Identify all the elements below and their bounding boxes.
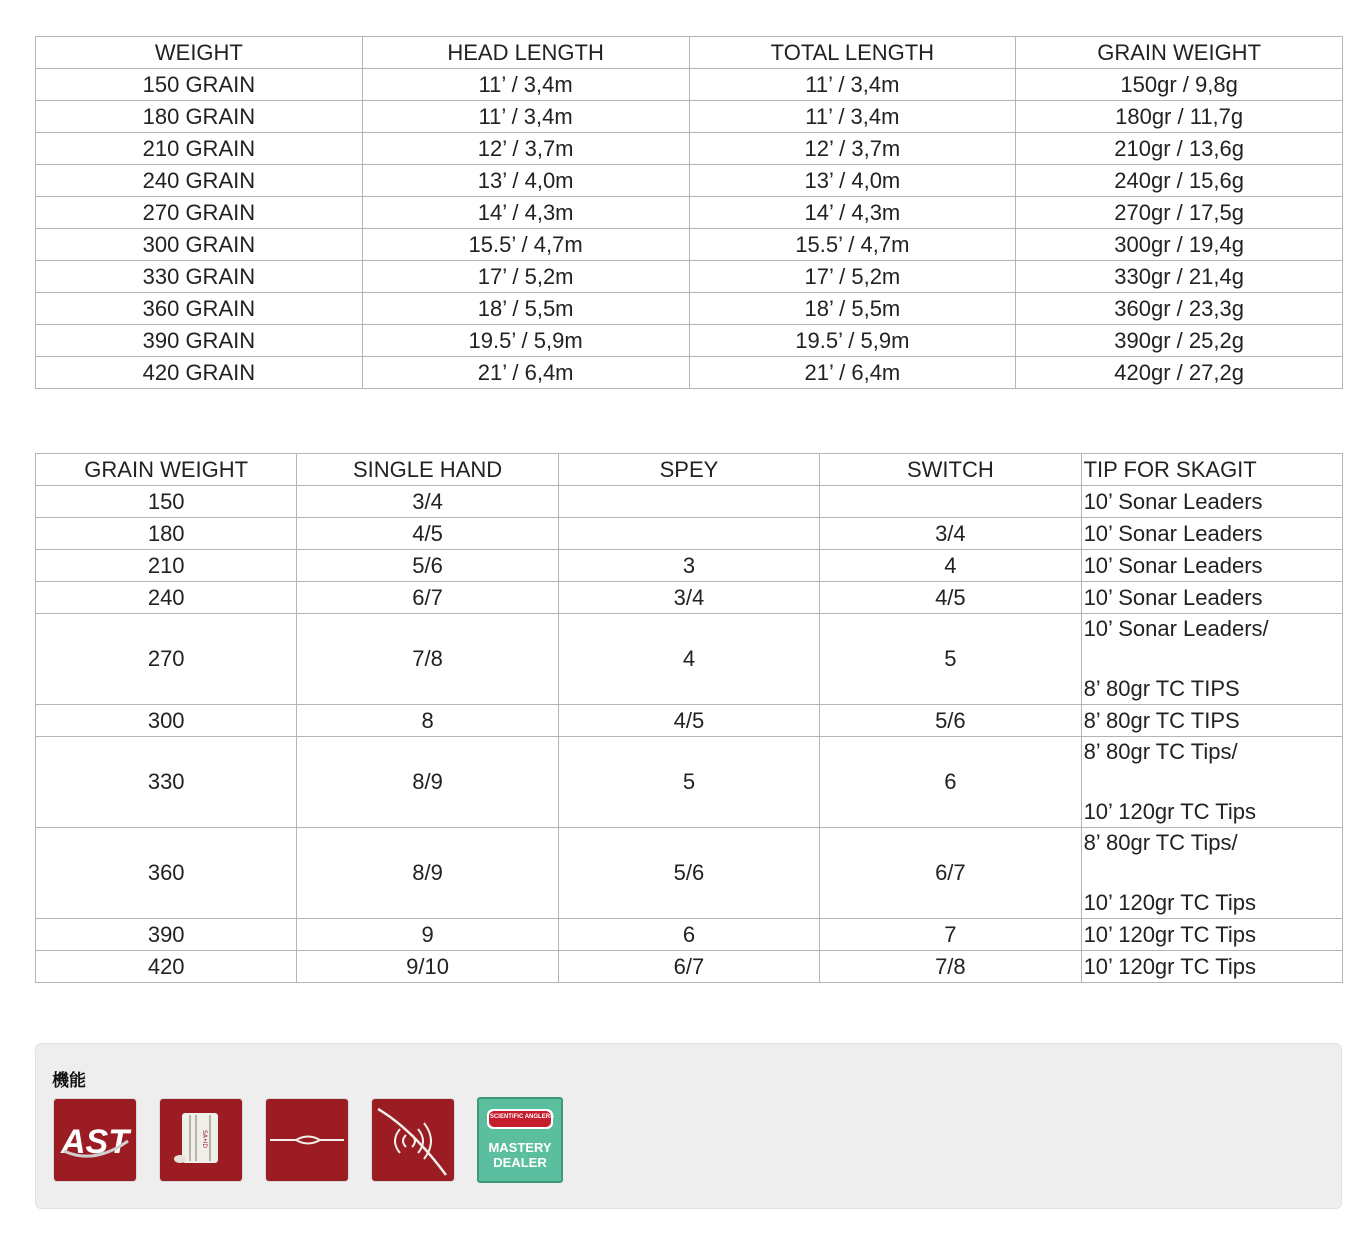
table-row bbox=[36, 550, 1343, 582]
table-row bbox=[36, 261, 1343, 293]
cell-tip-for-skagit bbox=[1081, 828, 1342, 919]
ast-label: AST bbox=[61, 1123, 129, 1161]
column-header-grain-weight: GRAIN WEIGHT bbox=[1016, 37, 1343, 69]
tip-line: 10’ Sonar Leaders bbox=[1083, 488, 1263, 514]
cell-single-hand: 8/9 bbox=[297, 828, 558, 919]
cell-switch: 7/8 bbox=[820, 951, 1081, 983]
cell-spey: 6 bbox=[558, 919, 819, 951]
column-header-single-hand: SINGLE HAND bbox=[297, 454, 558, 486]
mastery-line1: MASTERY bbox=[488, 1140, 552, 1155]
table-row bbox=[36, 919, 1343, 951]
cell-grain-weight: 360gr / 23,3g bbox=[1016, 293, 1343, 325]
cell-spey: 3 bbox=[558, 550, 819, 582]
cell-total-length: 18’ / 5,5m bbox=[689, 293, 1016, 325]
mastery-brand: SCIENTIFIC ANGLERS bbox=[489, 1114, 555, 1120]
cell-head-length: 11’ / 3,4m bbox=[362, 101, 689, 133]
cell-tip-for-skagit bbox=[1081, 486, 1342, 518]
table-row bbox=[36, 197, 1343, 229]
cell-grain-weight: 420 bbox=[36, 951, 297, 983]
mastery-dealer-icon[interactable] bbox=[477, 1097, 563, 1183]
said-icon[interactable] bbox=[160, 1099, 242, 1181]
column-header-spey: SPEY bbox=[558, 454, 819, 486]
column-header-tip-for-skagit: TIP FOR SKAGIT bbox=[1081, 454, 1342, 486]
cell-head-length: 18’ / 5,5m bbox=[362, 293, 689, 325]
cell-spey: 6/7 bbox=[558, 951, 819, 983]
cell-head-length: 17’ / 5,2m bbox=[362, 261, 689, 293]
cell-grain-weight: 270 bbox=[36, 614, 297, 705]
cell-grain-weight: 330gr / 21,4g bbox=[1016, 261, 1343, 293]
cell-tip-for-skagit bbox=[1081, 737, 1342, 828]
cell-grain-weight: 390 bbox=[36, 919, 297, 951]
cell-spey: 4 bbox=[558, 614, 819, 705]
table-header-row bbox=[36, 37, 1343, 69]
cell-head-length: 21’ / 6,4m bbox=[362, 357, 689, 389]
cell-total-length: 13’ / 4,0m bbox=[689, 165, 1016, 197]
column-header-head-length: HEAD LENGTH bbox=[362, 37, 689, 69]
tip-line: 10’ 120gr TC Tips bbox=[1083, 890, 1256, 915]
cell-single-hand: 6/7 bbox=[297, 582, 558, 614]
cell-total-length: 21’ / 6,4m bbox=[689, 357, 1016, 389]
cell-head-length: 12’ / 3,7m bbox=[362, 133, 689, 165]
cell-tip-for-skagit bbox=[1081, 614, 1342, 705]
column-header-weight: WEIGHT bbox=[36, 37, 363, 69]
cell-switch: 6/7 bbox=[820, 828, 1081, 919]
tip-line: 10’ Sonar Leaders bbox=[1083, 552, 1263, 578]
table-row bbox=[36, 486, 1343, 518]
cell-spey: 5/6 bbox=[558, 828, 819, 919]
cell-weight: 180 GRAIN bbox=[36, 101, 363, 133]
cell-total-length: 11’ / 3,4m bbox=[689, 69, 1016, 101]
cell-weight: 210 GRAIN bbox=[36, 133, 363, 165]
tip-line: 8’ 80gr TC TIPS bbox=[1083, 676, 1240, 701]
cell-switch: 4/5 bbox=[820, 582, 1081, 614]
cell-grain-weight: 300gr / 19,4g bbox=[1016, 229, 1343, 261]
tip-line: 10’ 120gr TC Tips bbox=[1083, 953, 1256, 979]
cell-total-length: 12’ / 3,7m bbox=[689, 133, 1016, 165]
cell-weight: 420 GRAIN bbox=[36, 357, 363, 389]
cell-grain-weight: 150 bbox=[36, 486, 297, 518]
cell-head-length: 11’ / 3,4m bbox=[362, 69, 689, 101]
table-row bbox=[36, 705, 1343, 737]
cell-switch: 7 bbox=[820, 919, 1081, 951]
table-header-row bbox=[36, 454, 1343, 486]
tip-line: 10’ Sonar Leaders bbox=[1083, 520, 1263, 546]
table-row bbox=[36, 101, 1343, 133]
tip-line: 10’ Sonar Leaders/ bbox=[1083, 616, 1269, 641]
cell-grain-weight: 270gr / 17,5g bbox=[1016, 197, 1343, 229]
cell-weight: 300 GRAIN bbox=[36, 229, 363, 261]
cell-weight: 390 GRAIN bbox=[36, 325, 363, 357]
cell-tip-for-skagit bbox=[1081, 919, 1342, 951]
cell-weight: 330 GRAIN bbox=[36, 261, 363, 293]
cell-tip-for-skagit bbox=[1081, 705, 1342, 737]
table-row bbox=[36, 229, 1343, 261]
column-header-grain-weight: GRAIN WEIGHT bbox=[36, 454, 297, 486]
said-label: SA•ID bbox=[201, 1130, 208, 1148]
cell-single-hand: 3/4 bbox=[297, 486, 558, 518]
cell-grain-weight: 150gr / 9,8g bbox=[1016, 69, 1343, 101]
cell-grain-weight: 330 bbox=[36, 737, 297, 828]
sound-waves-icon[interactable] bbox=[372, 1099, 454, 1181]
cell-total-length: 14’ / 4,3m bbox=[689, 197, 1016, 229]
cell-switch: 5/6 bbox=[820, 705, 1081, 737]
table-row bbox=[36, 69, 1343, 101]
cell-grain-weight: 180gr / 11,7g bbox=[1016, 101, 1343, 133]
table-row bbox=[36, 737, 1343, 828]
cell-single-hand: 9/10 bbox=[297, 951, 558, 983]
cell-total-length: 15.5’ / 4,7m bbox=[689, 229, 1016, 261]
rod-match-table bbox=[35, 453, 1343, 983]
cell-single-hand: 5/6 bbox=[297, 550, 558, 582]
cell-total-length: 17’ / 5,2m bbox=[689, 261, 1016, 293]
table-row bbox=[36, 951, 1343, 983]
cell-spey: 4/5 bbox=[558, 705, 819, 737]
cell-head-length: 15.5’ / 4,7m bbox=[362, 229, 689, 261]
column-header-switch: SWITCH bbox=[820, 454, 1081, 486]
table-row bbox=[36, 133, 1343, 165]
cell-head-length: 13’ / 4,0m bbox=[362, 165, 689, 197]
table-row bbox=[36, 614, 1343, 705]
cell-grain-weight: 210 bbox=[36, 550, 297, 582]
cell-switch bbox=[820, 486, 1081, 518]
cell-grain-weight: 240gr / 15,6g bbox=[1016, 165, 1343, 197]
cell-single-hand: 4/5 bbox=[297, 518, 558, 550]
cell-spey: 3/4 bbox=[558, 582, 819, 614]
line-specs-table bbox=[35, 36, 1343, 389]
tip-line: 10’ 120gr TC Tips bbox=[1083, 799, 1256, 824]
cell-weight: 150 GRAIN bbox=[36, 69, 363, 101]
cell-head-length: 19.5’ / 5,9m bbox=[362, 325, 689, 357]
cell-grain-weight: 210gr / 13,6g bbox=[1016, 133, 1343, 165]
cell-switch: 3/4 bbox=[820, 518, 1081, 550]
cell-grain-weight: 390gr / 25,2g bbox=[1016, 325, 1343, 357]
features-title: 機能 bbox=[52, 1071, 86, 1091]
tip-line: 8’ 80gr TC Tips/ bbox=[1083, 739, 1238, 764]
tip-line: 10’ Sonar Leaders bbox=[1083, 584, 1263, 610]
cell-grain-weight: 360 bbox=[36, 828, 297, 919]
mastery-line2: DEALER bbox=[493, 1155, 547, 1170]
cell-single-hand: 9 bbox=[297, 919, 558, 951]
cell-spey: 5 bbox=[558, 737, 819, 828]
cell-switch: 5 bbox=[820, 614, 1081, 705]
table-row bbox=[36, 828, 1343, 919]
table-row bbox=[36, 293, 1343, 325]
column-header-total-length: TOTAL LENGTH bbox=[689, 37, 1016, 69]
cell-tip-for-skagit bbox=[1081, 518, 1342, 550]
cell-grain-weight: 300 bbox=[36, 705, 297, 737]
cell-grain-weight: 420gr / 27,2g bbox=[1016, 357, 1343, 389]
cell-weight: 240 GRAIN bbox=[36, 165, 363, 197]
cell-switch: 4 bbox=[820, 550, 1081, 582]
tip-line: 10’ 120gr TC Tips bbox=[1083, 921, 1256, 947]
cell-spey bbox=[558, 486, 819, 518]
cell-switch: 6 bbox=[820, 737, 1081, 828]
cell-single-hand: 7/8 bbox=[297, 614, 558, 705]
cell-head-length: 14’ / 4,3m bbox=[362, 197, 689, 229]
ast-icon[interactable] bbox=[54, 1099, 136, 1181]
cell-weight: 270 GRAIN bbox=[36, 197, 363, 229]
table-row bbox=[36, 518, 1343, 550]
cell-single-hand: 8 bbox=[297, 705, 558, 737]
cell-total-length: 19.5’ / 5,9m bbox=[689, 325, 1016, 357]
table-row bbox=[36, 582, 1343, 614]
welded-loop-icon[interactable] bbox=[266, 1099, 348, 1181]
tip-line: 8’ 80gr TC TIPS bbox=[1083, 707, 1240, 733]
cell-total-length: 11’ / 3,4m bbox=[689, 101, 1016, 133]
cell-grain-weight: 180 bbox=[36, 518, 297, 550]
cell-grain-weight: 240 bbox=[36, 582, 297, 614]
tip-line: 8’ 80gr TC Tips/ bbox=[1083, 830, 1238, 855]
features-panel bbox=[35, 1043, 1342, 1209]
cell-weight: 360 GRAIN bbox=[36, 293, 363, 325]
table-row bbox=[36, 357, 1343, 389]
table-row bbox=[36, 325, 1343, 357]
table-row bbox=[36, 165, 1343, 197]
cell-tip-for-skagit bbox=[1081, 951, 1342, 983]
cell-spey bbox=[558, 518, 819, 550]
cell-tip-for-skagit bbox=[1081, 582, 1342, 614]
cell-tip-for-skagit bbox=[1081, 550, 1342, 582]
cell-single-hand: 8/9 bbox=[297, 737, 558, 828]
